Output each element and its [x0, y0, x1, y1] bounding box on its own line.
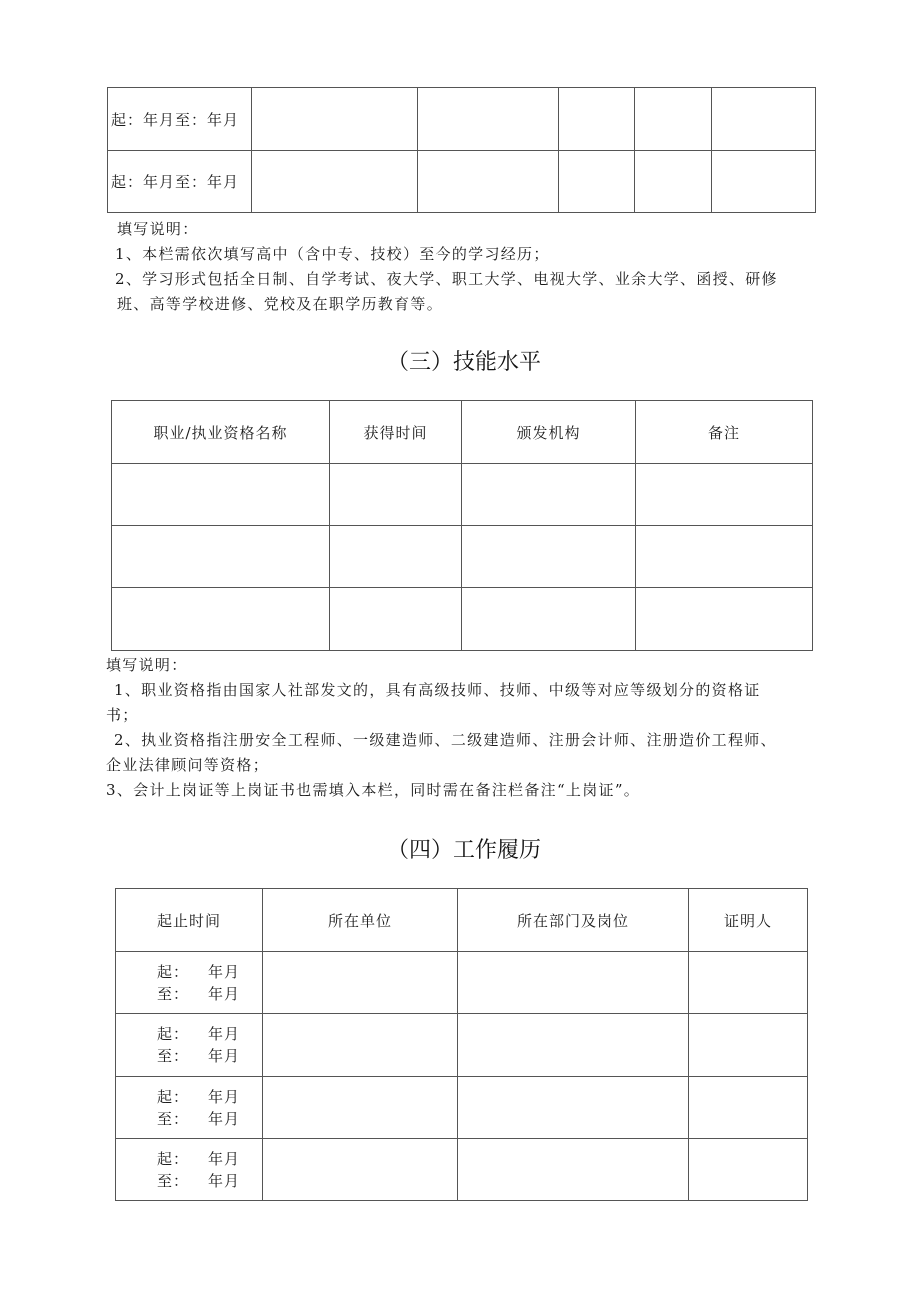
- period-cell[interactable]: [116, 1014, 263, 1077]
- header-reference: 证明人: [689, 889, 808, 952]
- work-cell[interactable]: [689, 1139, 808, 1201]
- work-cell[interactable]: [458, 1077, 689, 1139]
- to-value: 年月: [207, 1047, 240, 1065]
- education-cell[interactable]: [559, 151, 635, 213]
- period-cell[interactable]: [116, 1139, 263, 1201]
- to-label: 至：: [156, 1171, 189, 1190]
- work-row: [116, 1077, 808, 1139]
- notes-line: 班、高等学校进修、党校及在职学历教育等。: [117, 295, 444, 313]
- to-value: 年月: [207, 1109, 240, 1128]
- skills-section-title: （三）技能水平: [386, 350, 541, 375]
- from-value: 年月: [207, 1149, 240, 1168]
- work-history-table: [115, 888, 808, 1201]
- education-cell[interactable]: [252, 151, 418, 213]
- education-cell[interactable]: [635, 151, 712, 213]
- skills-cell[interactable]: [112, 526, 330, 588]
- skills-cell[interactable]: [330, 526, 462, 588]
- header-qualification-name: 职业/执业资格名称: [112, 401, 330, 464]
- education-cell[interactable]: [252, 88, 418, 151]
- skills-cell[interactable]: [636, 464, 813, 526]
- header-employer: 所在单位: [263, 889, 458, 952]
- period-text: 起：年月至：年月: [111, 173, 240, 191]
- work-cell[interactable]: [458, 1139, 689, 1201]
- education-cell[interactable]: [559, 88, 635, 151]
- skills-cell[interactable]: [112, 464, 330, 526]
- work-cell[interactable]: [263, 1077, 458, 1139]
- notes-line: 企业法律顾问等资格；: [106, 756, 270, 774]
- skills-cell[interactable]: [462, 526, 636, 588]
- header-obtained-date: 获得时间: [330, 401, 462, 464]
- skills-cell[interactable]: [330, 588, 462, 651]
- header-remarks: 备注: [636, 401, 813, 464]
- from-label: 起：: [156, 1025, 189, 1043]
- education-cell[interactable]: [712, 151, 816, 213]
- header-period: 起止时间: [116, 889, 263, 952]
- notes-line: 2、学习形式包括全日制、自学考试、夜大学、职工大学、电视大学、业余大学、函授、研修: [115, 270, 778, 288]
- notes-line: 1、本栏需依次填写高中（含中专、技校）至今的学习经历；: [115, 245, 550, 263]
- work-row: [116, 1014, 808, 1077]
- period-text: 起：年月至：年月: [111, 110, 240, 129]
- work-cell[interactable]: [263, 952, 458, 1014]
- notes-line: 1、职业资格指由国家人社部发文的，具有高级技师、技师、中级等对应等级划分的资格证: [114, 681, 761, 699]
- work-section-title: （四）工作履历: [386, 838, 541, 863]
- notes-line: 3、会计上岗证等上岗证书也需填入本栏，同时需在备注栏备注“上岗证”。: [106, 781, 641, 799]
- skills-cell[interactable]: [462, 588, 636, 651]
- education-row: [108, 88, 816, 151]
- from-value: 年月: [207, 962, 240, 981]
- from-value: 年月: [207, 1087, 240, 1106]
- period-cell[interactable]: [116, 1077, 263, 1139]
- skills-cell[interactable]: [462, 464, 636, 526]
- education-notes: [115, 217, 778, 317]
- period-cell[interactable]: [116, 952, 263, 1014]
- skills-row: [112, 464, 813, 526]
- work-cell[interactable]: [263, 1014, 458, 1077]
- work-cell[interactable]: [263, 1139, 458, 1201]
- skills-cell[interactable]: [636, 588, 813, 651]
- from-label: 起：: [156, 962, 189, 981]
- work-cell[interactable]: [458, 1014, 689, 1077]
- notes-heading: 填写说明：: [106, 656, 188, 674]
- skills-row: [112, 588, 813, 651]
- work-cell[interactable]: [458, 952, 689, 1014]
- skills-header-row: [112, 401, 813, 464]
- skills-cell[interactable]: [330, 464, 462, 526]
- to-label: 至：: [156, 1047, 189, 1065]
- to-label: 至：: [156, 1109, 189, 1128]
- to-label: 至：: [156, 984, 189, 1003]
- skills-cell[interactable]: [636, 526, 813, 588]
- work-row: [116, 1139, 808, 1201]
- to-value: 年月: [207, 984, 240, 1003]
- from-value: 年月: [207, 1025, 240, 1043]
- education-cell[interactable]: [635, 88, 712, 151]
- work-row: [116, 952, 808, 1014]
- skills-row: [112, 526, 813, 588]
- to-value: 年月: [207, 1171, 240, 1190]
- from-label: 起：: [156, 1149, 189, 1168]
- notes-heading: 填写说明：: [117, 220, 199, 238]
- education-table: [107, 87, 816, 213]
- period-cell[interactable]: [108, 88, 252, 151]
- education-row: [108, 151, 816, 213]
- period-cell[interactable]: [108, 151, 252, 213]
- from-label: 起：: [156, 1087, 189, 1106]
- work-cell[interactable]: [689, 1077, 808, 1139]
- header-department-position: 所在部门及岗位: [458, 889, 689, 952]
- education-cell[interactable]: [418, 88, 559, 151]
- skills-notes: [106, 653, 777, 803]
- work-cell[interactable]: [689, 952, 808, 1014]
- education-cell[interactable]: [712, 88, 816, 151]
- notes-line: 书；: [106, 706, 139, 724]
- notes-line: 2、执业资格指注册安全工程师、一级建造师、二级建造师、注册会计师、注册造价工程师、: [114, 731, 777, 749]
- education-cell[interactable]: [418, 151, 559, 213]
- header-issuing-authority: 颁发机构: [462, 401, 636, 464]
- work-header-row: [116, 889, 808, 952]
- work-cell[interactable]: [689, 1014, 808, 1077]
- skills-table: [111, 400, 813, 651]
- skills-cell[interactable]: [112, 588, 330, 651]
